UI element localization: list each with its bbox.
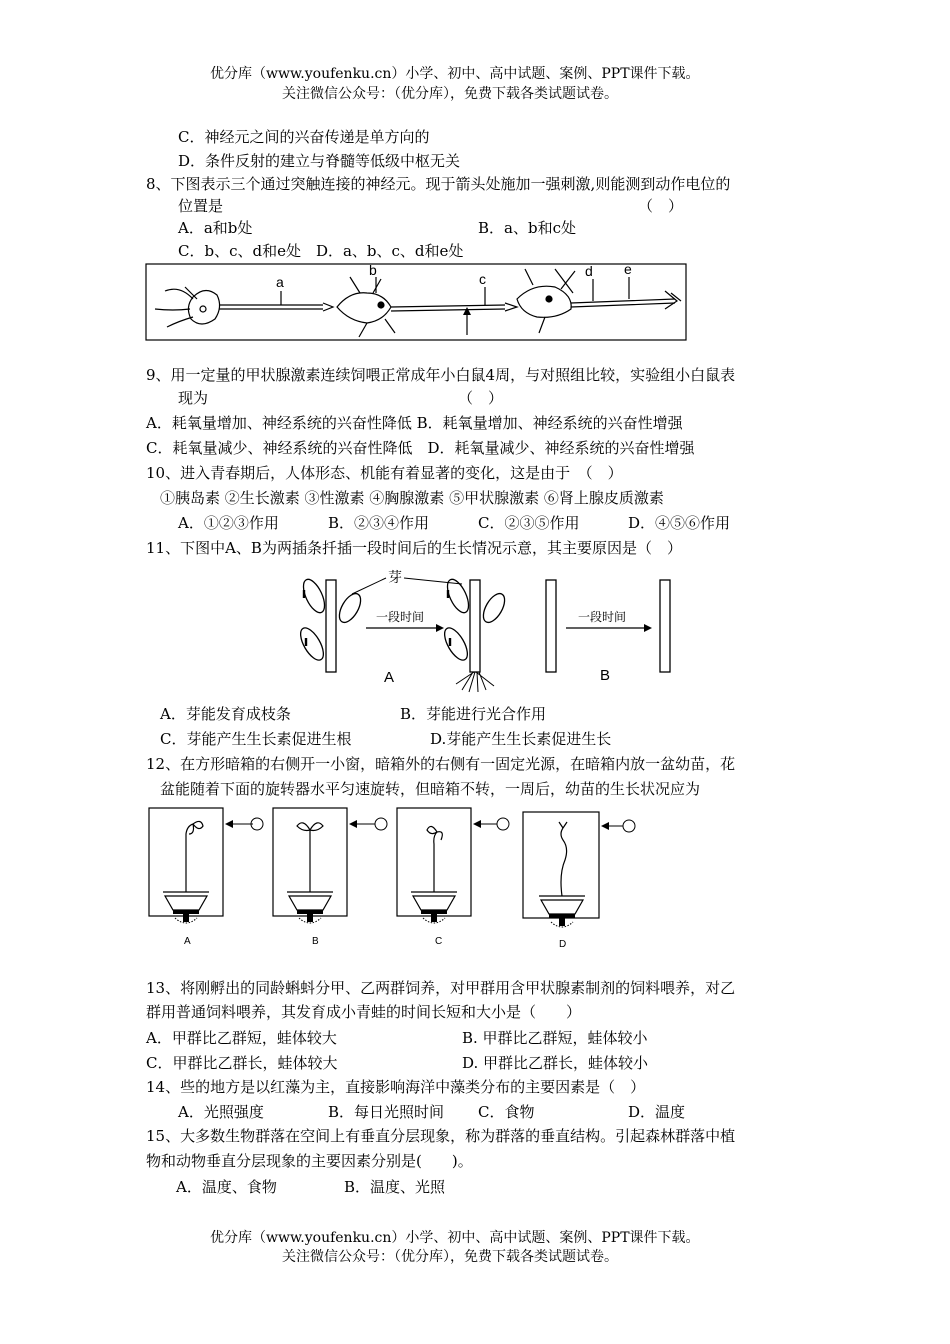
- q10-option-b: B．②③④作用: [328, 514, 430, 532]
- box-label-d: D: [559, 939, 567, 950]
- cutting-b-after: [660, 580, 670, 672]
- q8-option-a: A．a和b处: [178, 219, 253, 237]
- neuron-diagram: [145, 263, 687, 341]
- q11-option-b: B．芽能进行光合作用: [400, 705, 547, 723]
- label-d: d: [585, 263, 593, 279]
- q11-stem: 11、下图中A、B为两插条扦插一段时间后的生长情况示意，其主要原因是（ ）: [146, 539, 682, 557]
- q14-option-b: B．每日光照时间: [328, 1103, 445, 1121]
- q14-option-d: D．温度: [628, 1103, 686, 1121]
- q8-answer-blank: （ ）: [638, 197, 684, 215]
- q7-option-c: C．神经元之间的兴奋传递是单方向的: [178, 128, 430, 146]
- q8-options-cd: C．b、c、d和e处 D．a、b、c、d和e处: [178, 242, 464, 260]
- q13-stem: 13、将刚孵出的同龄蝌蚪分甲、乙两群饲养，对甲群用含甲状腺素制剂的饲料喂养，对乙: [146, 979, 736, 997]
- light-c: [497, 818, 509, 830]
- cutting-a-after: [470, 580, 480, 672]
- q11-option-a: A．芽能发育成枝条: [160, 705, 291, 723]
- box-a: [149, 808, 223, 916]
- box-b: [273, 808, 347, 916]
- neuron-1: [155, 287, 333, 327]
- cutting-a-before: [326, 580, 336, 672]
- q14-option-a: A．光照强度: [178, 1103, 264, 1121]
- footer-line-1: 优分库（www.youfenku.cn）小学、初中、高中试题、案例、PPT课件下载。: [210, 1230, 700, 1246]
- figure-label-a: A: [384, 669, 395, 686]
- bud-label: 芽: [388, 569, 402, 585]
- box-label-c: C: [435, 936, 443, 947]
- roots: [456, 672, 494, 692]
- q10-stem: 10、进入青春期后，人体形态、机能有着显著的变化，这是由于 （ ）: [146, 464, 623, 482]
- q8-option-b: B．a、b和c处: [478, 219, 576, 237]
- neuron-2: [337, 277, 517, 337]
- box-c: [397, 808, 471, 916]
- q8-stem: 8、下图表示三个通过突触连接的神经元。现于箭头处施加一强刺激,则能测到动作电位的: [146, 175, 731, 193]
- q8-stem-2: 位置是: [178, 197, 224, 215]
- q15-stem: 15、大多数生物群落在空间上有垂直分层现象，称为群落的垂直结构。引起森林群落中植: [146, 1127, 736, 1145]
- label-a: a: [276, 274, 284, 290]
- seedling-box-diagram: [145, 804, 645, 954]
- q7-option-d: D．条件反射的建立与脊髓等低级中枢无关: [178, 152, 461, 170]
- q10-items: ①胰岛素 ②生长激素 ③性激素 ④胸腺激素 ⑤甲状腺激素 ⑥肾上腺皮质激素: [160, 489, 664, 507]
- q12-stem-2: 盆能随着下面的旋转器水平匀速旋转，但暗箱不转，一周后，幼苗的生长状况应为: [160, 780, 701, 798]
- q9-answer-blank: （ ）: [458, 389, 504, 407]
- label-b: b: [369, 263, 377, 278]
- q13-stem-2: 群用普通饲料喂养，其发育成小青蛙的时间长短和大小是（ ）: [146, 1003, 582, 1021]
- label-e: e: [624, 263, 632, 277]
- arrow-label-a: 一段时间: [376, 610, 425, 624]
- q13-option-b: B. 甲群比乙群短，蛙体较小: [462, 1029, 648, 1047]
- q11-option-d: D.芽能产生生长素促进生长: [430, 730, 612, 748]
- cutting-diagram: [290, 568, 690, 696]
- light-b: [375, 818, 387, 830]
- q13-option-d: D. 甲群比乙群长，蛙体较小: [462, 1054, 649, 1072]
- box-d: [523, 812, 599, 918]
- q12-stem: 12、在方形暗箱的右侧开一小窗，暗箱外的右侧有一固定光源，在暗箱内放一盆幼苗，花: [146, 755, 736, 773]
- q9-options-cd: C．耗氧量减少、神经系统的兴奋性降低 D．耗氧量减少、神经系统的兴奋性增强: [146, 439, 695, 457]
- arrow-label-b: 一段时间: [578, 610, 627, 624]
- q15-option-a: A．温度、食物: [176, 1178, 277, 1196]
- neuron-3: [517, 269, 681, 333]
- footer-line-2: 关注微信公众号：（优分库），免费下载各类试题试卷。: [282, 1249, 618, 1265]
- q14-option-c: C．食物: [478, 1103, 535, 1121]
- q15-option-b: B．温度、光照: [344, 1178, 446, 1196]
- q15-stem-2: 物和动物垂直分层现象的主要因素分别是( )。: [146, 1152, 473, 1170]
- header-line-1: 优分库（www.youfenku.cn）小学、初中、高中试题、案例、PPT课件下载。: [210, 66, 700, 82]
- box-label-a: A: [184, 936, 191, 947]
- cutting-b-before: [546, 580, 556, 672]
- q13-option-a: A．甲群比乙群短，蛙体较大: [146, 1029, 337, 1047]
- q10-option-c: C．②③⑤作用: [478, 514, 580, 532]
- box-label-b: B: [312, 936, 319, 947]
- light-d: [623, 820, 635, 832]
- q9-options-ab: A．耗氧量增加、神经系统的兴奋性降低 B．耗氧量增加、神经系统的兴奋性增强: [146, 414, 683, 432]
- q9-stem: 9、用一定量的甲状腺激素连续饲喂正常成年小白鼠4周，与对照组比较，实验组小白鼠表: [146, 366, 736, 384]
- q13-option-c: C．甲群比乙群长，蛙体较大: [146, 1054, 338, 1072]
- q14-stem: 14、些的地方是以红藻为主，直接影响海洋中藻类分布的主要因素是（ ）: [146, 1078, 646, 1096]
- header-line-2: 关注微信公众号：（优分库），免费下载各类试题试卷。: [282, 86, 618, 102]
- label-c: c: [479, 271, 486, 287]
- q9-stem-2: 现为: [178, 389, 209, 407]
- q10-option-d: D．④⑤⑥作用: [628, 514, 731, 532]
- figure-label-b: B: [600, 667, 611, 684]
- q11-option-c: C．芽能产生生长素促进生根: [160, 730, 352, 748]
- q10-option-a: A．①②③作用: [178, 514, 279, 532]
